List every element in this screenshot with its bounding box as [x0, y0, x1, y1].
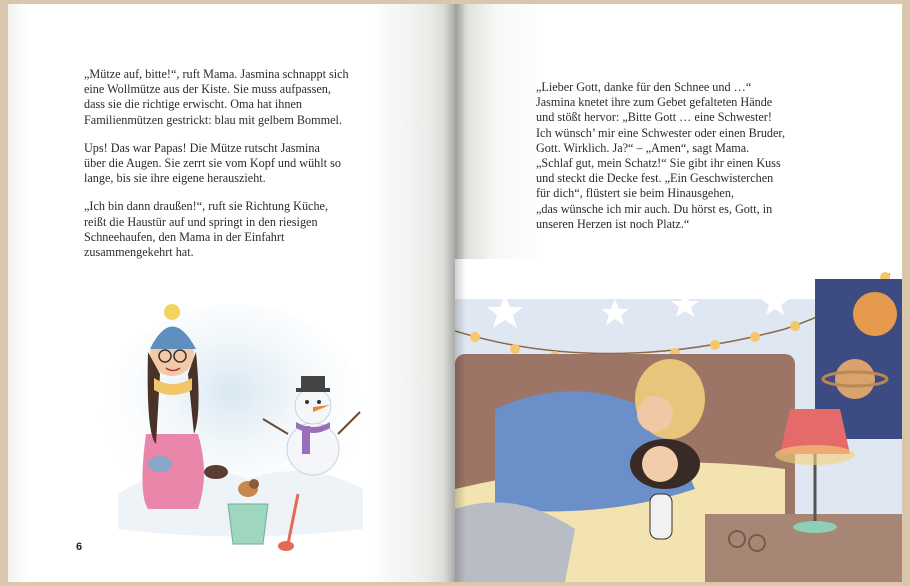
bedroom-illustration	[455, 259, 902, 582]
left-page-text	[84, 67, 384, 273]
right-page	[455, 4, 902, 582]
book-gutter-shadow	[444, 4, 466, 582]
open-book	[8, 4, 902, 582]
left-page	[8, 4, 455, 582]
right-page-text	[536, 80, 796, 245]
right-paragraph-1: „Lieber Gott, danke für den Schnee und …“ Jasmina knetet ihre zum Gebet gefalteten Hände und stößt hervor: „Bitte Gott … eine Schwester! Ich wünsch’ mir eine Schwester oder einen Bruder, Gott. Wirklich. Ja?“ – „Amen“, sagt Mama. „Schlaf gut, mein Schatz!“ Sie gibt ihr einen Kuss und steckt die Decke fest. „Ein Geschwisterchen für dich“, flüstert sie beim Hinausgehen, „das wünsche ich mir auch. Du hörst es, Gott, in unseren Herzen ist noch Platz.“	[536, 80, 786, 231]
page-number: 6	[76, 541, 83, 553]
left-paragraph-3: „Ich bin dann draußen!“, ruft sie Richtung Küche, reißt die Haustür auf und springt in den riesigen Schneehaufen, den Mama in der Einfahrt zusammengekehrt hat.	[84, 199, 329, 260]
left-paragraph-2: Ups! Das war Papas! Die Mütze rutscht Jasmina über die Augen. Sie zerrt sie vom Kopf und wühlt so lange, bis sie ihre eigene herauszieht.	[84, 140, 341, 186]
left-paragraph-1: „Mütze auf, bitte!“, ruft Mama. Jasmina schnappt sich eine Wollmütze aus der Kiste. Sie muss aufpassen, dass sie die richtige erwischt. Oma hat ihnen Familienmützen gestrickt: blau mit gelbem Bommel.	[84, 67, 349, 127]
girl-in-snow-illustration	[98, 294, 368, 564]
